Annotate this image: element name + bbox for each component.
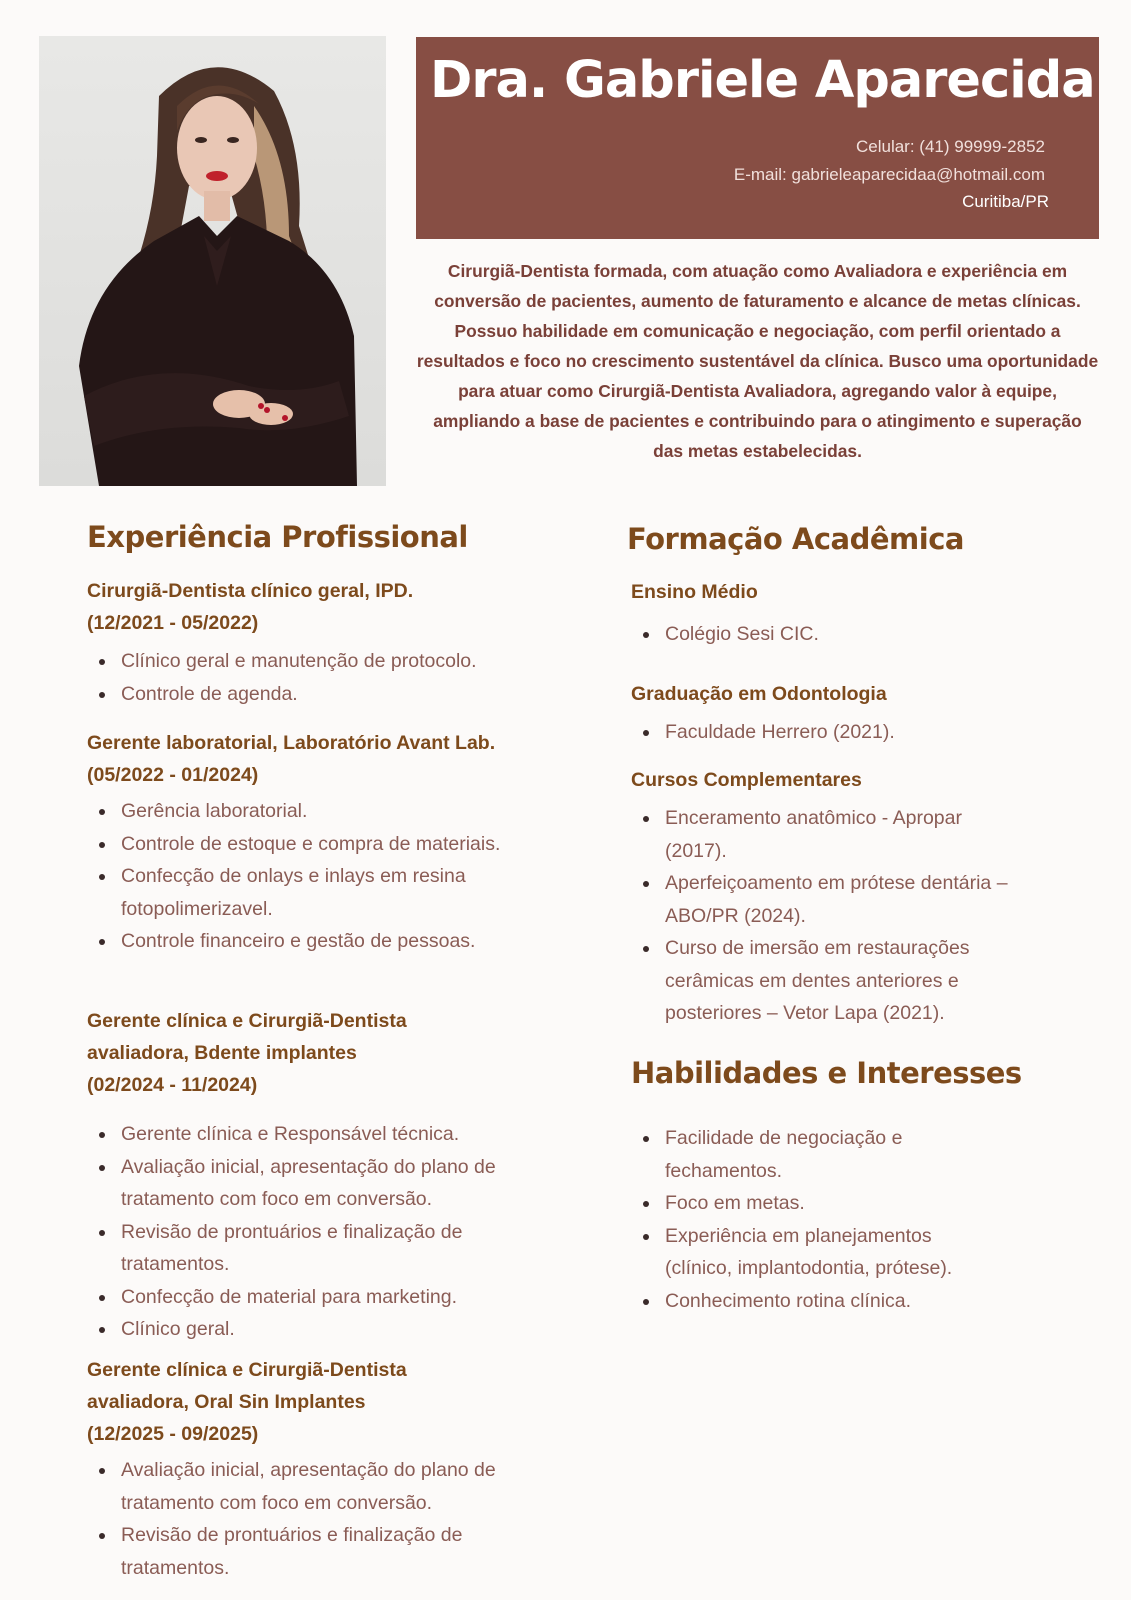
list-item: Controle de agenda. [87,678,567,711]
candidate-name: Dra. Gabriele Aparecida [430,51,1095,110]
experience-section-title: Experiência Profissional [87,520,468,554]
job-entry [87,575,567,710]
education-list [631,802,1021,1030]
list-item: Experiência em planejamentos (clínico, implantodontia, prótese). [631,1220,1001,1285]
job-period: (05/2022 - 01/2024) [87,764,259,786]
education-group [631,576,1041,651]
job-duties-list [87,1118,557,1346]
profile-photo-illustration [39,36,386,486]
list-item: Clínico geral e manutenção de protocolo. [87,645,567,678]
job-duties-list [87,1454,557,1584]
phone-text: Celular: (41) 99999-2852 [855,137,1045,156]
list-item: Enceramento anatômico - Apropar (2017). [631,802,1021,867]
education-group-title: Graduação em Odontologia [631,683,887,705]
list-item: Controle financeiro e gestão de pessoas. [87,925,567,958]
job-title: Gerente clínica e Cirurgiã-Dentista avaliadora, Bdente implantes [87,1010,407,1064]
job-title: Gerente clínica e Cirurgiã-Dentista avaliadora, Oral Sin Implantes [87,1359,407,1413]
list-item: Curso de imersão em restaurações cerâmicas em dentes anteriores e posteriores – Vetor Lapa (2021). [631,932,1021,1030]
job-period: (12/2021 - 05/2022) [87,612,259,634]
list-item: Avaliação inicial, apresentação do plano de tratamento com foco em conversão. [87,1151,557,1216]
list-item: Conhecimento rotina clínica. [631,1285,1001,1318]
list-item: Confecção de material para marketing. [87,1281,557,1314]
skills-list [631,1122,1001,1317]
city-text: Curitiba/PR [962,192,1049,211]
list-item: Gerência laboratorial. [87,795,527,828]
list-item: Confecção de onlays e inlays em resina fotopolimerizavel. [87,860,527,925]
job-duties-wrap [87,1118,567,1346]
job-entry [87,1005,487,1101]
education-list [631,716,1041,749]
job-period: (12/2025 - 09/2025) [87,1423,259,1445]
list-item: Foco em metas. [631,1187,1001,1220]
email-text: E-mail: gabrieleaparecidaa@hotmail.com [733,165,1045,184]
profile-photo [39,36,386,486]
professional-summary: Cirurgiã-Dentista formada, com atuação como Avaliadora e experiência em conversão de pacientes, aumento de faturamento e alcance de metas clínicas. Possuo habilidade em comunicação e negociação, com perfil orientado a resultados e foco no crescimento sustentável da clínica. Busco uma oportunidade para atuar como Cirurgiã-Dentista Avaliadora, agregando valor à equipe, ampliando a base de pacientes e contribuindo para o atingimento e superação das metas estabelecidas. [416,261,1099,461]
education-list [631,618,1041,651]
education-group-title: Ensino Médio [631,581,758,603]
list-item: Clínico geral. [87,1313,557,1346]
list-item: Aperfeiçoamento em prótese dentária – ABO/PR (2024). [631,867,1021,932]
list-item: Facilidade de negociação e fechamentos. [631,1122,1001,1187]
job-title: Gerente laboratorial, Laboratório Avant Lab. [87,732,496,754]
education-group [631,678,1041,749]
job-period: (02/2024 - 11/2024) [87,1074,258,1096]
job-duties-wrap [87,1454,567,1584]
list-item: Controle de estoque e compra de materiais. [87,828,527,861]
job-entry [87,727,567,958]
education-group-title: Cursos Complementares [631,769,862,791]
job-entry [87,1354,487,1450]
job-duties-list [87,795,527,958]
list-item: Avaliação inicial, apresentação do plano de tratamento com foco em conversão. [87,1454,557,1519]
list-item: Revisão de prontuários e finalização de tratamentos. [87,1519,557,1584]
list-item: Faculdade Herrero (2021). [631,716,1041,749]
list-item: Colégio Sesi CIC. [631,618,1041,651]
header-band [416,37,1099,239]
list-item: Gerente clínica e Responsável técnica. [87,1118,557,1151]
education-section-title: Formação Acadêmica [627,522,964,556]
education-group [631,764,1041,1030]
skills-group [631,1122,1041,1317]
job-title: Cirurgiã-Dentista clínico geral, IPD. [87,580,414,602]
job-duties-list [87,645,567,710]
list-item: Revisão de prontuários e finalização de tratamentos. [87,1216,557,1281]
skills-section-title: Habilidades e Interesses [631,1056,1022,1090]
